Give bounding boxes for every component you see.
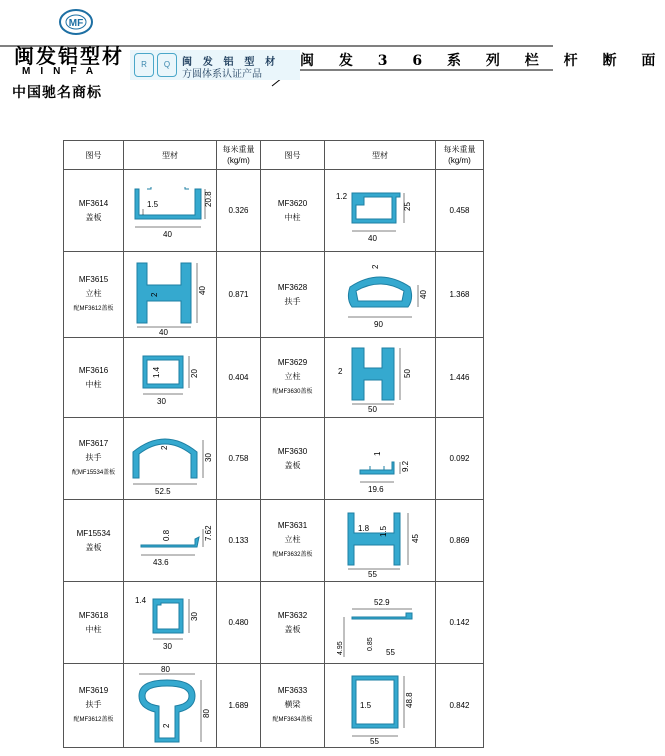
table-row [64,664,484,748]
profile-diagram [325,582,436,664]
header-code: 图号 [64,141,124,170]
svg-text:40: 40 [198,285,207,295]
svg-text:80: 80 [202,708,211,718]
weight-cell: 0.869 [436,500,484,582]
header-weight: 每米重量 (kg/m) [436,141,484,170]
profile-diagram [124,582,217,664]
profile-diagram [325,252,436,338]
profile-code-cell: MF3633 横梁 配MF3634盖板 [261,664,325,748]
profile-spec-table [63,140,484,748]
profile-diagram [124,500,217,582]
svg-text:2: 2 [160,445,169,450]
svg-text:7.62: 7.62 [204,524,213,541]
brand-name-en: MINFA [22,66,104,77]
weight-cell: 0.142 [436,582,484,664]
svg-text:4.95: 4.95 [337,640,344,655]
profile-code-cell: MF3615 立柱 配MF3612盖板 [64,252,124,338]
svg-text:50: 50 [403,368,412,378]
svg-text:55: 55 [386,647,395,657]
svg-text:1.5: 1.5 [147,199,159,209]
svg-text:2: 2 [150,292,159,297]
profile-diagram [124,338,217,418]
weight-cell: 0.404 [217,338,261,418]
profile-diagram [325,170,436,252]
header-code: 图号 [261,141,325,170]
profile-code-cell: MF3631 立柱 配MF3632盖板 [261,500,325,582]
logo-text: MF [68,18,84,29]
profile-code-cell: MF3620 中柱 [261,170,325,252]
brand-name-cn: 闽发铝型材 [14,44,124,68]
table-row [64,252,484,338]
weight-cell: 0.458 [436,170,484,252]
table-row [64,500,484,582]
svg-text:2: 2 [338,366,343,376]
svg-text:1: 1 [373,451,382,456]
brand-slogan: 中国驰名商标 [12,84,102,100]
profile-diagram [325,338,436,418]
table-row [64,418,484,500]
profile-diagram [124,418,217,500]
header-profile: 型材 [325,141,436,170]
company-logo-icon [58,8,94,36]
header-profile: 型材 [124,141,217,170]
profile-code-cell: MF3628 扶手 [261,252,325,338]
profile-code-cell: MF3616 中柱 [64,338,124,418]
profile-code-cell: MF3618 中柱 [64,582,124,664]
profile-diagram [325,664,436,748]
profile-diagram [325,418,436,500]
profile-code-cell: MF3614 盖板 [64,170,124,252]
weight-cell: 1.446 [436,338,484,418]
svg-text:19.6: 19.6 [368,484,384,494]
weight-cell: 0.133 [217,500,261,582]
profile-diagram [325,500,436,582]
weight-cell: 0.871 [217,252,261,338]
weight-cell: 1.368 [436,252,484,338]
svg-text:90: 90 [374,319,383,329]
profile-code-cell: MF3630 盖板 [261,418,325,500]
svg-text:1.5: 1.5 [379,525,388,537]
weight-cell: 0.842 [436,664,484,748]
profile-code-cell: MF15534 盖板 [64,500,124,582]
profile-diagram [124,664,217,748]
svg-text:1.2: 1.2 [336,191,348,201]
table-row [64,582,484,664]
svg-text:40: 40 [368,233,377,243]
svg-text:1.8: 1.8 [358,523,370,533]
svg-text:0.8: 0.8 [162,529,171,541]
weight-cell: 0.092 [436,418,484,500]
svg-text:80: 80 [161,664,170,674]
svg-text:50: 50 [368,404,377,414]
svg-text:43.6: 43.6 [153,557,169,567]
table-row [64,170,484,252]
profile-code-cell: MF3619 扶手 配MF3612盖板 [64,664,124,748]
svg-text:40: 40 [419,289,428,299]
profile-diagram [124,252,217,338]
table-header-row [64,141,484,170]
svg-text:2: 2 [371,264,380,269]
profile-diagram [124,170,217,252]
svg-text:30: 30 [190,611,199,621]
weight-cell: 1.689 [217,664,261,748]
svg-text:55: 55 [370,736,379,746]
svg-text:1.5: 1.5 [360,700,372,710]
svg-text:30: 30 [204,452,213,462]
quality-r-icon: R [134,53,154,77]
svg-text:9.2: 9.2 [401,460,410,472]
svg-text:1.4: 1.4 [152,366,161,378]
weight-cell: 0.326 [217,170,261,252]
svg-text:40: 40 [159,327,168,337]
svg-text:55: 55 [368,569,377,579]
header-weight: 每米重量 (kg/m) [217,141,261,170]
svg-text:30: 30 [163,641,172,651]
svg-text:20.8: 20.8 [204,190,213,207]
svg-text:0.85: 0.85 [367,636,374,651]
svg-text:45: 45 [411,533,420,543]
svg-text:48.8: 48.8 [405,691,414,708]
weight-cell: 0.758 [217,418,261,500]
svg-text:25: 25 [403,201,412,211]
svg-text:2: 2 [162,723,171,728]
cert-line-2: 方圆体系认证产品 [182,69,262,80]
profile-code-cell: MF3632 盖板 [261,582,325,664]
certification-badge [130,50,300,80]
table-row [64,338,484,418]
svg-text:52.9: 52.9 [374,597,390,607]
svg-text:20: 20 [190,368,199,378]
svg-text:40: 40 [163,229,172,239]
profile-code-cell: MF3617 扶手 配MF15534盖板 [64,418,124,500]
weight-cell: 0.480 [217,582,261,664]
svg-text:30: 30 [157,396,166,406]
svg-text:52.5: 52.5 [155,486,171,496]
cert-line-1: 闽 发 铝 型 材 [182,57,280,68]
quality-q-icon: Q [157,53,177,77]
profile-code-cell: MF3629 立柱 配MF3630盖板 [261,338,325,418]
svg-text:1.4: 1.4 [135,595,147,605]
header [0,0,665,110]
series-title: 闽 发 3 6 系 列 栏 杆 断 面 [300,53,665,69]
